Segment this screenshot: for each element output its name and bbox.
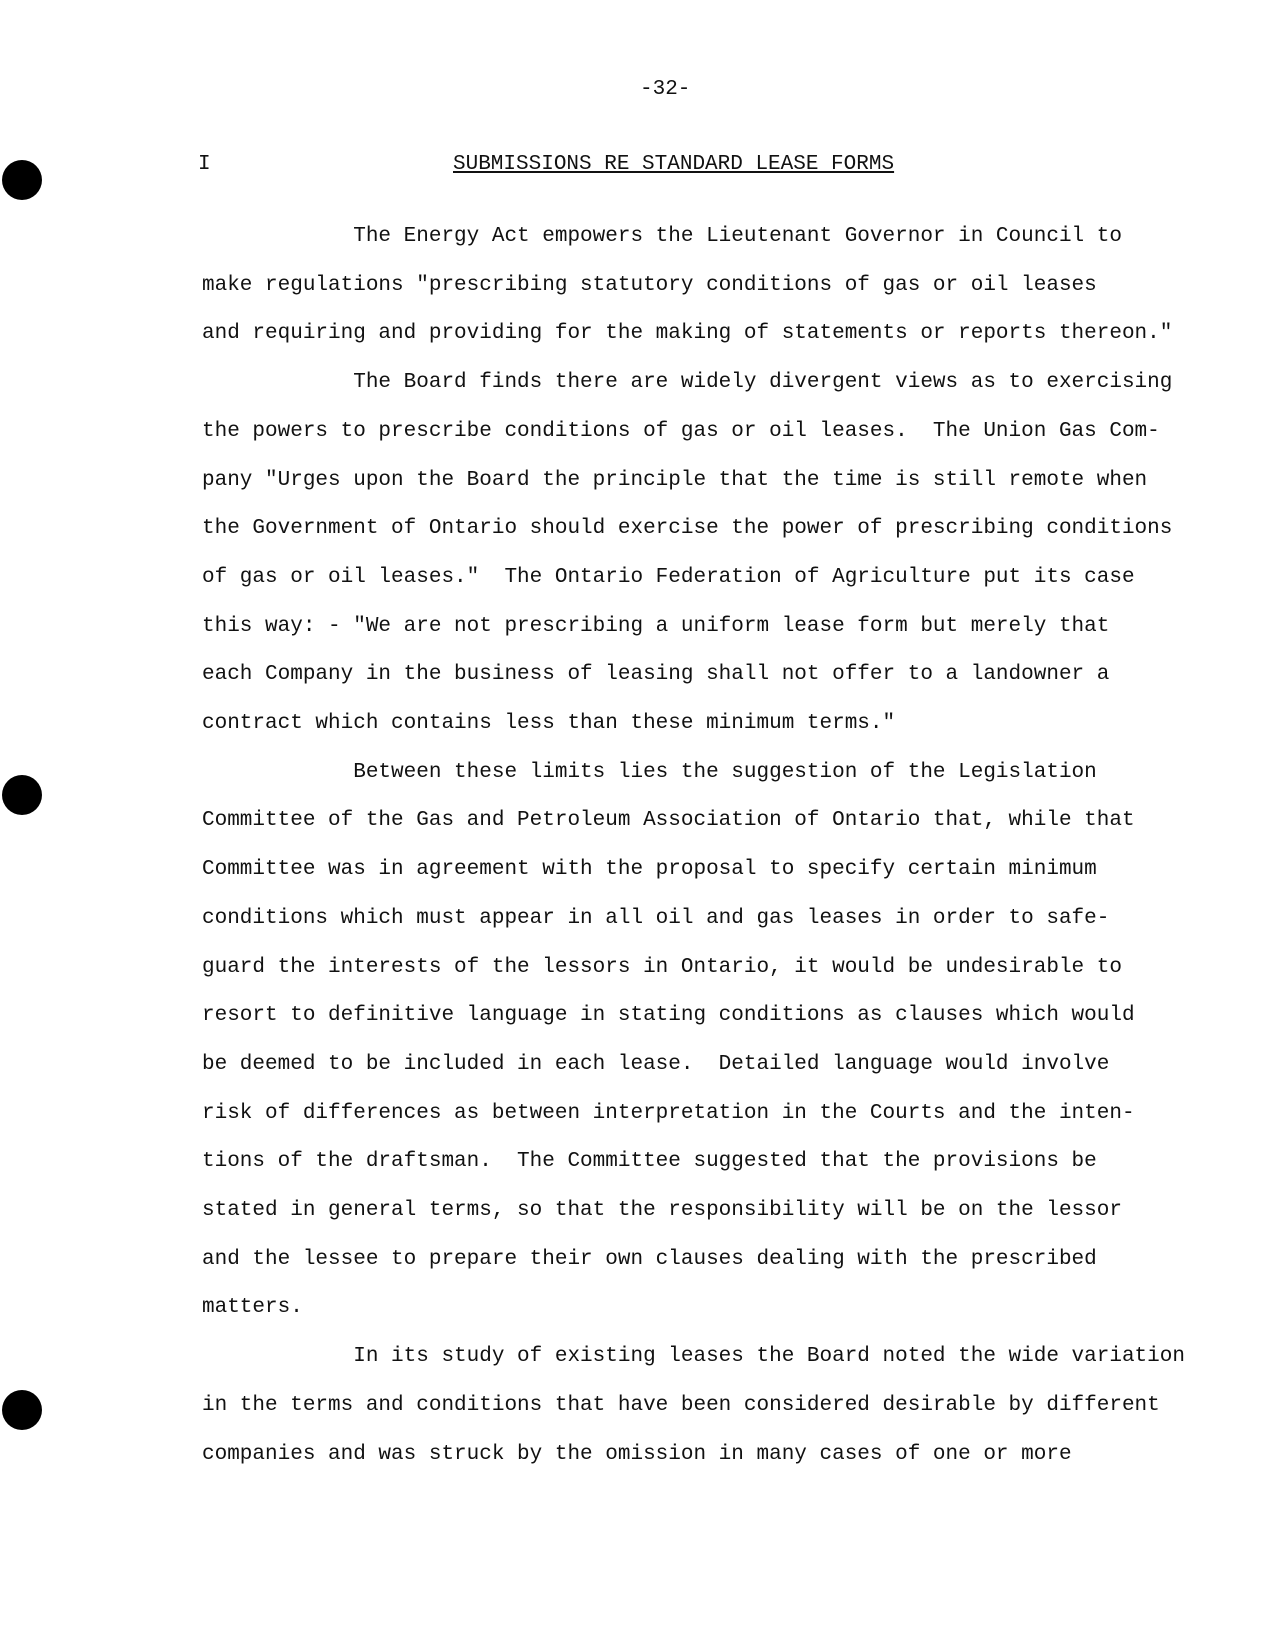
text-line: contract which contains less than these minimum terms." <box>202 712 896 735</box>
text-line: stated in general terms, so that the responsibility will be on the lessor <box>202 1199 1122 1222</box>
text-line: matters. <box>202 1296 303 1320</box>
text-line: and requiring and providing for the making of statements or reports thereon." <box>202 322 1173 346</box>
section-number: I <box>198 153 211 176</box>
text-line: and the lessee to prepare their own clauses dealing with the prescribed <box>202 1247 1097 1271</box>
text-line: In its study of existing leases the Board noted the wide variation <box>202 1345 1185 1369</box>
punch-hole <box>2 775 42 815</box>
page-number: -32- <box>640 78 691 101</box>
text-line: The Energy Act empowers the Lieutenant Governor in Council to <box>202 225 1122 248</box>
text-line: the Government of Ontario should exercise the power of prescribing conditions <box>202 517 1173 541</box>
text-line: companies and was struck by the omission in many cases of one or more <box>202 1442 1072 1466</box>
text-line: Committee was in agreement with the proposal to specify certain minimum <box>202 858 1097 882</box>
text-line: make regulations "prescribing statutory conditions of gas or oil leases <box>202 273 1097 297</box>
text-line: risk of differences as between interpretation in the Courts and the inten- <box>202 1101 1135 1125</box>
text-line: Committee of the Gas and Petroleum Association of Ontario that, while that <box>202 809 1135 833</box>
text-line: tions of the draftsman. The Committee suggested that the provisions be <box>202 1150 1097 1174</box>
text-line: the powers to prescribe conditions of gas or oil leases. The Union Gas Com- <box>202 419 1160 443</box>
text-line: conditions which must appear in all oil and gas leases in order to safe- <box>202 906 1110 930</box>
text-line: each Company in the business of leasing shall not offer to a landowner a <box>202 663 1110 687</box>
punch-hole <box>2 160 42 200</box>
text-line: be deemed to be included in each lease. Detailed language would involve <box>202 1052 1110 1076</box>
section-title: SUBMISSIONS RE STANDARD LEASE FORMS <box>453 153 895 176</box>
text-line: this way: - "We are not prescribing a uniform lease form but merely that <box>202 614 1110 638</box>
text-line: in the terms and conditions that have been considered desirable by different <box>202 1393 1160 1417</box>
text-line: The Board finds there are widely divergent views as to exercising <box>202 371 1173 395</box>
text-line: pany "Urges upon the Board the principle that the time is still remote when <box>202 468 1148 492</box>
text-line: resort to definitive language in stating conditions as clauses which would <box>202 1004 1135 1028</box>
text-line: of gas or oil leases." The Ontario Federation of Agriculture put its case <box>202 565 1135 589</box>
text-line: Between these limits lies the suggestion of the Legislation <box>202 760 1097 784</box>
punch-hole <box>2 1390 42 1430</box>
text-line: guard the interests of the lessors in Ontario, it would be undesirable to <box>202 955 1122 979</box>
